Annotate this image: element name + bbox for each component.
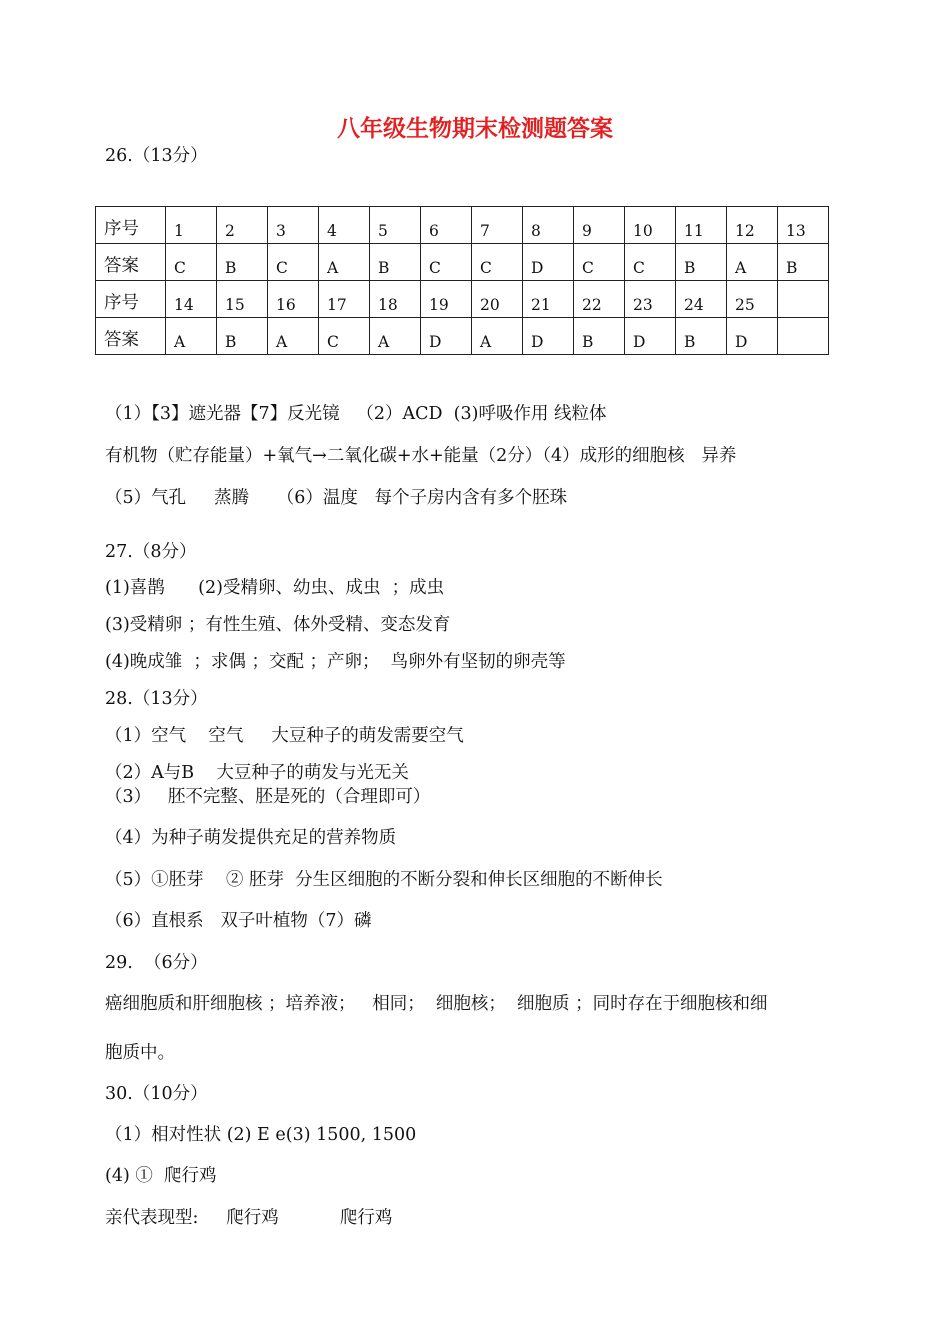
q28-answer-line: （1）空气 空气 大豆种子的萌发需要空气: [105, 726, 464, 746]
table-cell: 14: [166, 281, 217, 318]
q27-answer-line: (3)受精卵 ；有性生殖、体外受精、变态发育: [105, 615, 451, 635]
table-cell: 4: [319, 207, 370, 244]
q28-answer-line: （5）①胚芽 ② 胚芽 分生区细胞的不断分裂和伸长区细胞的不断伸长: [105, 870, 663, 890]
table-cell: 1: [166, 207, 217, 244]
table-cell: 8: [523, 207, 574, 244]
table-cell: 15: [217, 281, 268, 318]
q30-answer-line: 亲代表现型: 爬行鸡 爬行鸡: [105, 1208, 393, 1228]
table-cell: C: [166, 244, 217, 281]
table-cell: B: [676, 244, 727, 281]
table-cell: [778, 318, 829, 355]
table-cell: 19: [421, 281, 472, 318]
table-cell: A: [727, 244, 778, 281]
table-cell: 13: [778, 207, 829, 244]
table-cell: 9: [574, 207, 625, 244]
table-row: [96, 318, 829, 355]
table-cell: 12: [727, 207, 778, 244]
table-cell: 21: [523, 281, 574, 318]
q28-answer-line: （4）为种子萌发提供充足的营养物质: [105, 828, 397, 848]
answer-table: [95, 206, 829, 355]
table-cell: 16: [268, 281, 319, 318]
q30-header: 30.（10分）: [105, 1084, 208, 1104]
q27-header: 27.（8分）: [105, 542, 197, 562]
table-cell: A: [166, 318, 217, 355]
q29-answer-line: 胞质中。: [105, 1043, 175, 1063]
table-cell: 25: [727, 281, 778, 318]
table-cell: [778, 281, 829, 318]
table-cell: C: [319, 318, 370, 355]
table-cell: D: [421, 318, 472, 355]
q30-answer-line: (4) ① 爬行鸡: [105, 1166, 217, 1186]
table-cell: A: [370, 318, 421, 355]
row-label: 答案: [96, 244, 166, 281]
table-cell: D: [625, 318, 676, 355]
q30-answer-line: （1）相对性状 (2) E e(3) 1500, 1500: [105, 1125, 417, 1145]
q28-answer-line: （2）A与B 大豆种子的萌发与光无关: [105, 763, 409, 783]
table-cell: 11: [676, 207, 727, 244]
table-cell: 6: [421, 207, 472, 244]
table-cell: C: [421, 244, 472, 281]
table-cell: 24: [676, 281, 727, 318]
row-label: 序号: [96, 281, 166, 318]
q28-answer-line: （3） 胚不完整、胚是死的（合理即可）: [105, 787, 431, 807]
q26-answer-line: （1）【3】遮光器【7】反光镜 （2）ACD (3)呼吸作用 线粒体: [105, 404, 607, 424]
table-cell: 23: [625, 281, 676, 318]
table-cell: B: [217, 318, 268, 355]
table-cell: C: [625, 244, 676, 281]
q26-answer-line: 有机物（贮存能量）+氧气→二氧化碳+水+能量（2分）（4）成形的细胞核 异养: [105, 446, 737, 466]
table-row: [96, 281, 829, 318]
table-cell: B: [217, 244, 268, 281]
table-cell: B: [574, 318, 625, 355]
table-cell: D: [523, 244, 574, 281]
table-cell: 18: [370, 281, 421, 318]
table-cell: B: [676, 318, 727, 355]
table-cell: A: [472, 318, 523, 355]
table-cell: 2: [217, 207, 268, 244]
table-cell: D: [523, 318, 574, 355]
q26-header: 26.（13分）: [105, 146, 208, 166]
q29-header: 29. （6分）: [105, 953, 208, 973]
table-cell: B: [370, 244, 421, 281]
table-cell: 5: [370, 207, 421, 244]
row-label: 序号: [96, 207, 166, 244]
q28-answer-line: （6）直根系 双子叶植物（7）磷: [105, 911, 372, 931]
table-cell: 3: [268, 207, 319, 244]
table-cell: 17: [319, 281, 370, 318]
table-cell: 20: [472, 281, 523, 318]
table-row: [96, 207, 829, 244]
q26-answer-line: （5）气孔 蒸腾 （6）温度 每个子房内含有多个胚珠: [105, 488, 568, 508]
q27-answer-line: (4)晚成雏 ；求偶 ；交配 ；产卵； 鸟卵外有坚韧的卵壳等: [105, 652, 566, 672]
q29-answer-line: 癌细胞质和肝细胞核 ；培养液； 相同； 细胞核； 细胞质 ；同时存在于细胞核和细: [105, 994, 768, 1014]
table-cell: 7: [472, 207, 523, 244]
table-cell: D: [727, 318, 778, 355]
table-cell: C: [268, 244, 319, 281]
table-cell: 10: [625, 207, 676, 244]
q27-answer-line: (1)喜鹊 (2)受精卵、幼虫、成虫 ；成虫: [105, 578, 445, 598]
table-cell: C: [574, 244, 625, 281]
q28-header: 28.（13分）: [105, 689, 208, 709]
row-label: 答案: [96, 318, 166, 355]
table-cell: B: [778, 244, 829, 281]
table-cell: A: [319, 244, 370, 281]
document-title: 八年级生物期末检测题答案: [337, 116, 613, 142]
table-cell: C: [472, 244, 523, 281]
table-cell: 22: [574, 281, 625, 318]
table-row: [96, 244, 829, 281]
table-cell: A: [268, 318, 319, 355]
